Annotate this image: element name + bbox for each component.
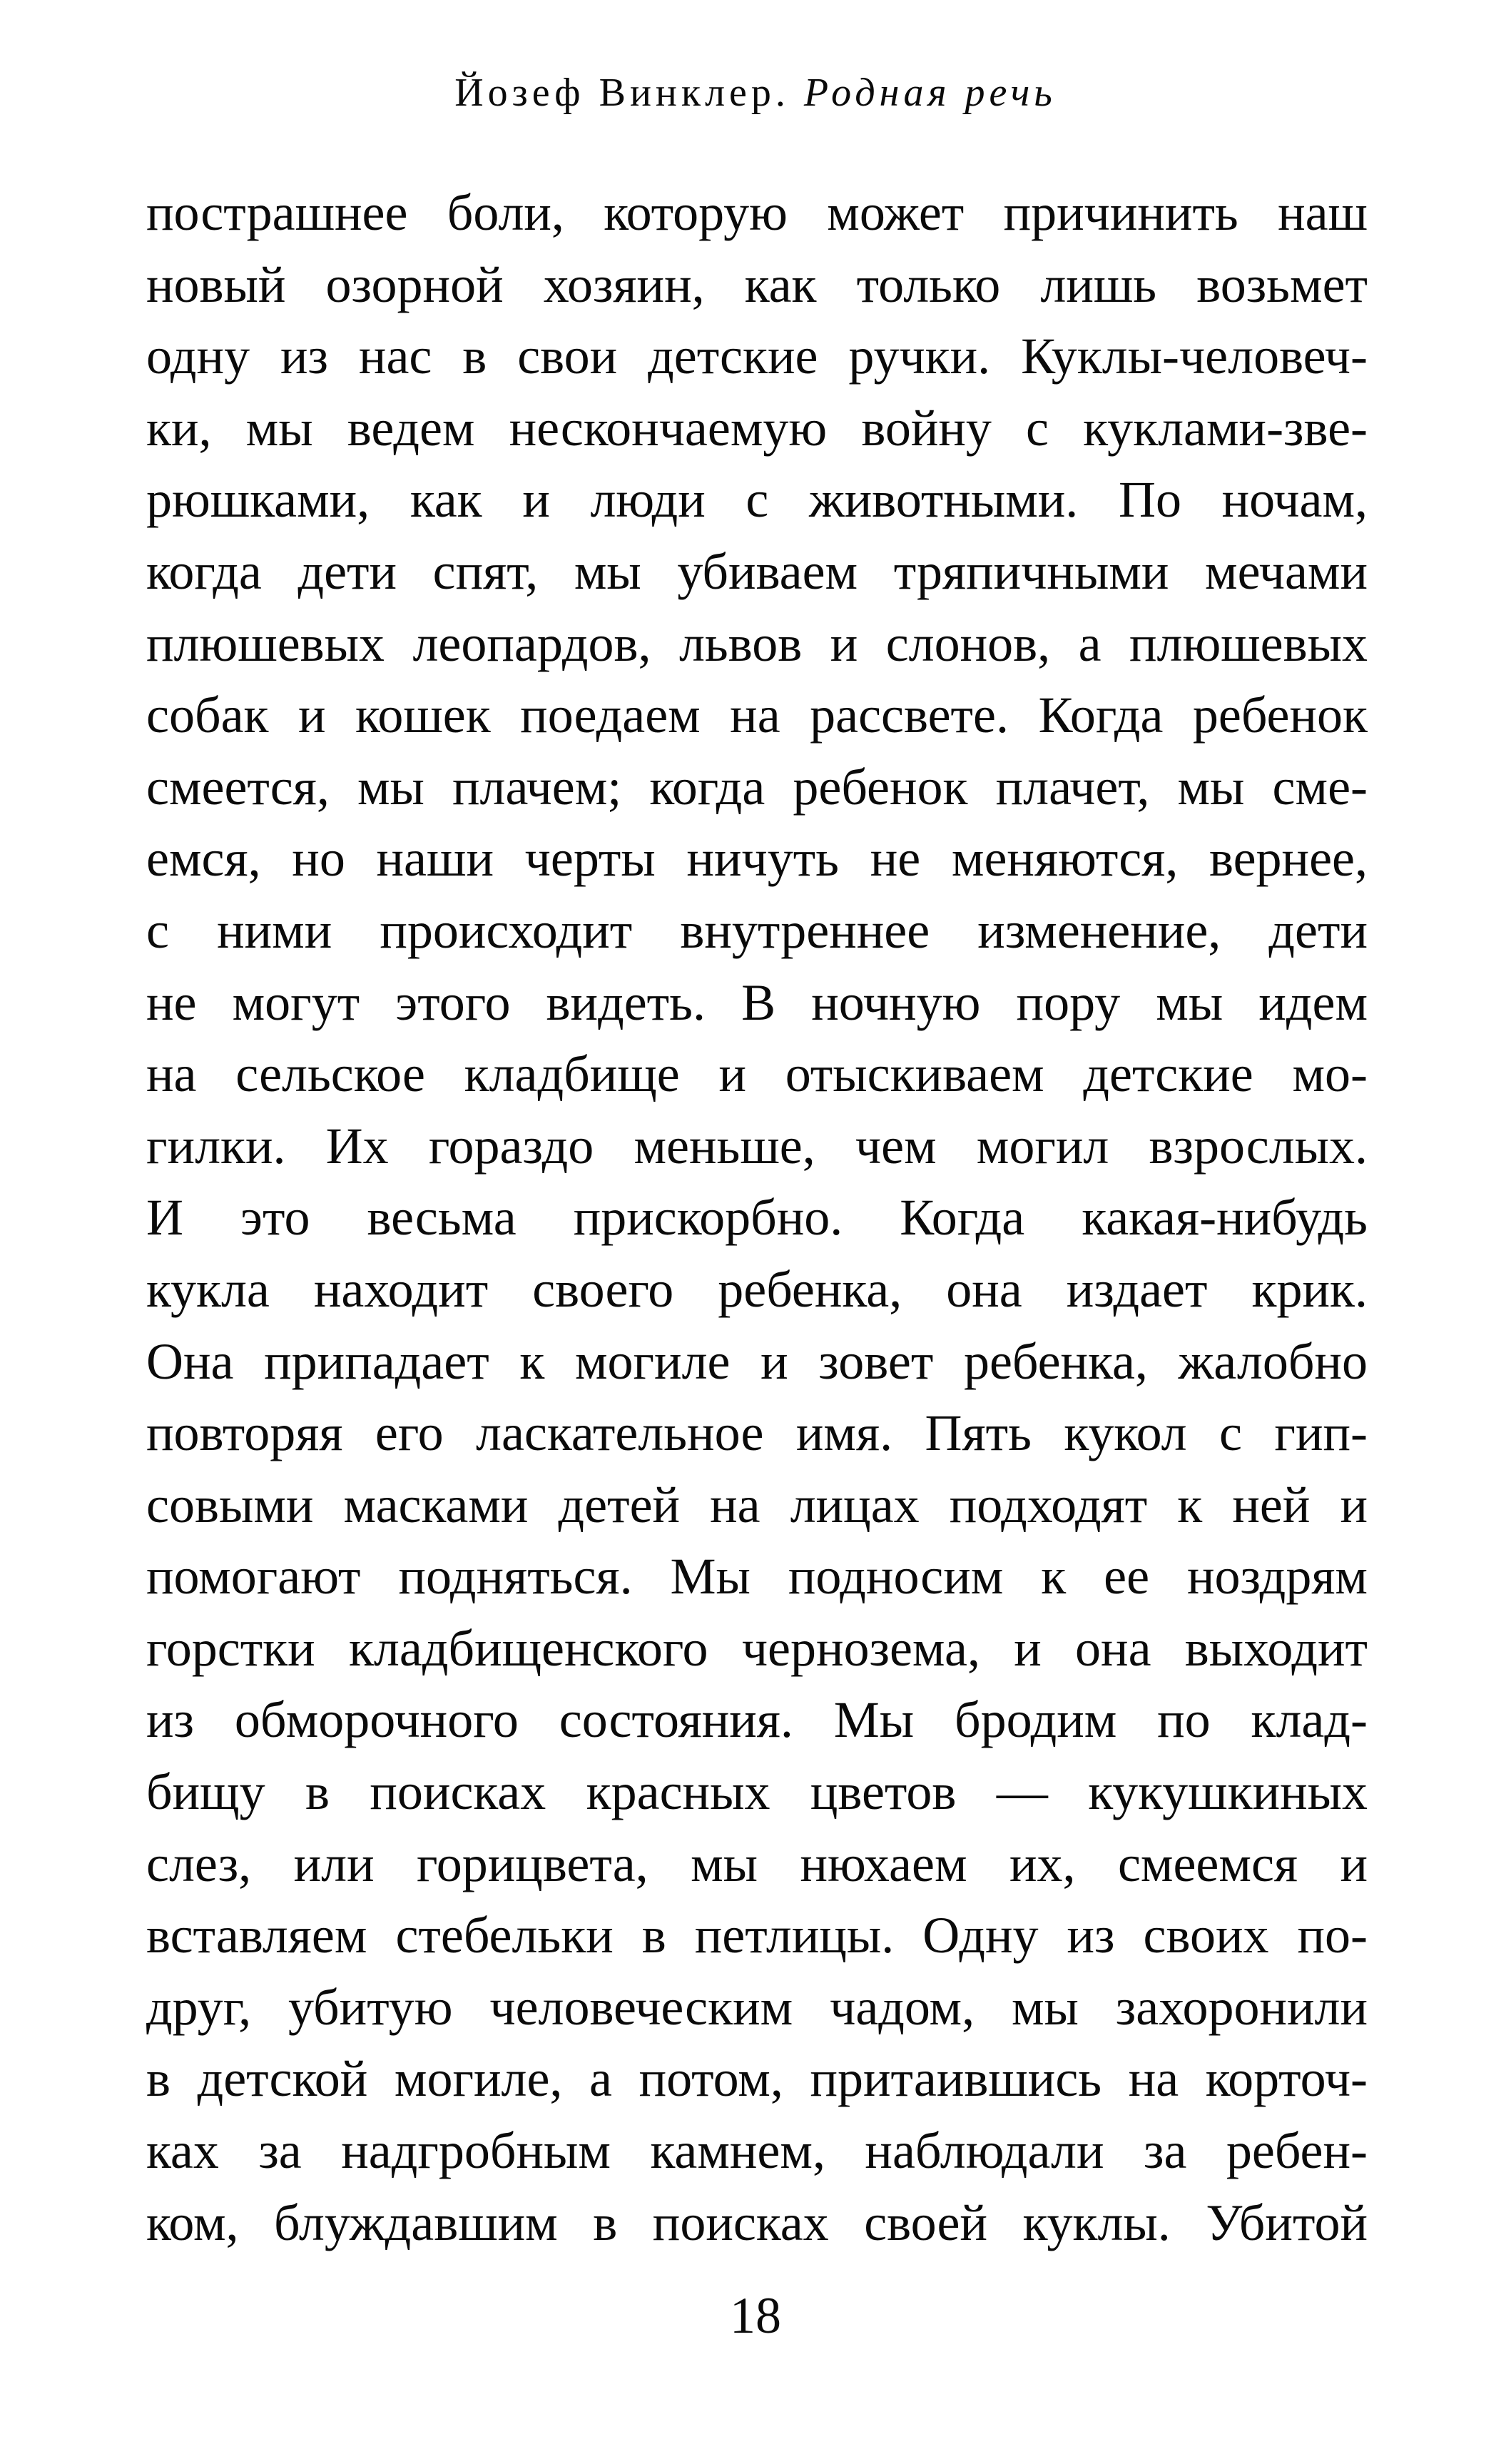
text-line: ках за надгробным камнем, наблюдали за ребен- xyxy=(146,2122,1368,2180)
text-line: слез, или горицвета, мы нюхаем их, смеемся и xyxy=(146,1835,1368,1892)
text-line: с ними происходит внутреннее изменение, дети xyxy=(146,901,1368,959)
text-line: в детской могиле, а потом, притаившись на корточ- xyxy=(146,2050,1368,2108)
text-line: из обморочного состояния. Мы бродим по клад- xyxy=(146,1691,1368,1749)
body-text xyxy=(146,177,1368,2258)
text-line: смеется, мы плачем; когда ребенок плачет, мы сме- xyxy=(146,758,1368,816)
text-line: совыми масками детей на лицах подходят к ней и xyxy=(146,1476,1368,1533)
text-line: собак и кошек поедаем на рассвете. Когда ребенок xyxy=(146,686,1368,744)
text-line: кукла находит своего ребенка, она издает крик. xyxy=(146,1260,1368,1318)
text-line: И это весьма прискорбно. Когда какая-нибудь xyxy=(146,1189,1368,1247)
text-line: бищу в поисках красных цветов — кукушкиных xyxy=(146,1763,1368,1821)
text-line: повторяя его ласкательное имя. Пять кукол с гип- xyxy=(146,1404,1368,1462)
text-line: вставляем стебельки в петлицы. Одну из своих по- xyxy=(146,1907,1368,1964)
text-line: новый озорной хозяин, как только лишь возьмет xyxy=(146,255,1368,313)
running-head-author: Йозеф Винклер. xyxy=(454,71,790,115)
text-line: не могут этого видеть. В ночную пору мы идем xyxy=(146,973,1368,1031)
text-line: когда дети спят, мы убиваем тряпичными мечами xyxy=(146,542,1368,600)
text-line: плюшевых леопардов, львов и слонов, а плюшевых xyxy=(146,614,1368,672)
text-line: ки, мы ведем нескончаемую войну с куклами-зве- xyxy=(146,399,1368,457)
running-head xyxy=(0,68,1511,118)
text-line: рюшками, как и люди с животными. По ночам, xyxy=(146,471,1368,529)
text-line: Она припадает к могиле и зовет ребенка, жалобно xyxy=(146,1332,1368,1390)
text-line: горстки кладбищенского чернозема, и она выходит xyxy=(146,1619,1368,1677)
text-line: на сельское кладбище и отыскиваем детские мо- xyxy=(146,1045,1368,1103)
text-line: друг, убитую человеческим чадом, мы захоронили xyxy=(146,1978,1368,2036)
text-line: одну из нас в свои детские ручки. Куклы-человеч- xyxy=(146,328,1368,385)
text-line: емся, но наши черты ничуть не меняются, вернее, xyxy=(146,830,1368,888)
text-line: гилки. Их гораздо меньше, чем могил взрослых. xyxy=(146,1117,1368,1175)
text-line: пострашнее боли, которую может причинить наш xyxy=(146,184,1368,241)
page-number: 18 xyxy=(730,2287,781,2344)
running-head-title: Родная речь xyxy=(803,71,1057,115)
text-line: помогают подняться. Мы подносим к ее ноздрям xyxy=(146,1548,1368,1606)
text-line: ком, блуждавшим в поисках своей куклы. Убитой xyxy=(146,2194,1368,2251)
